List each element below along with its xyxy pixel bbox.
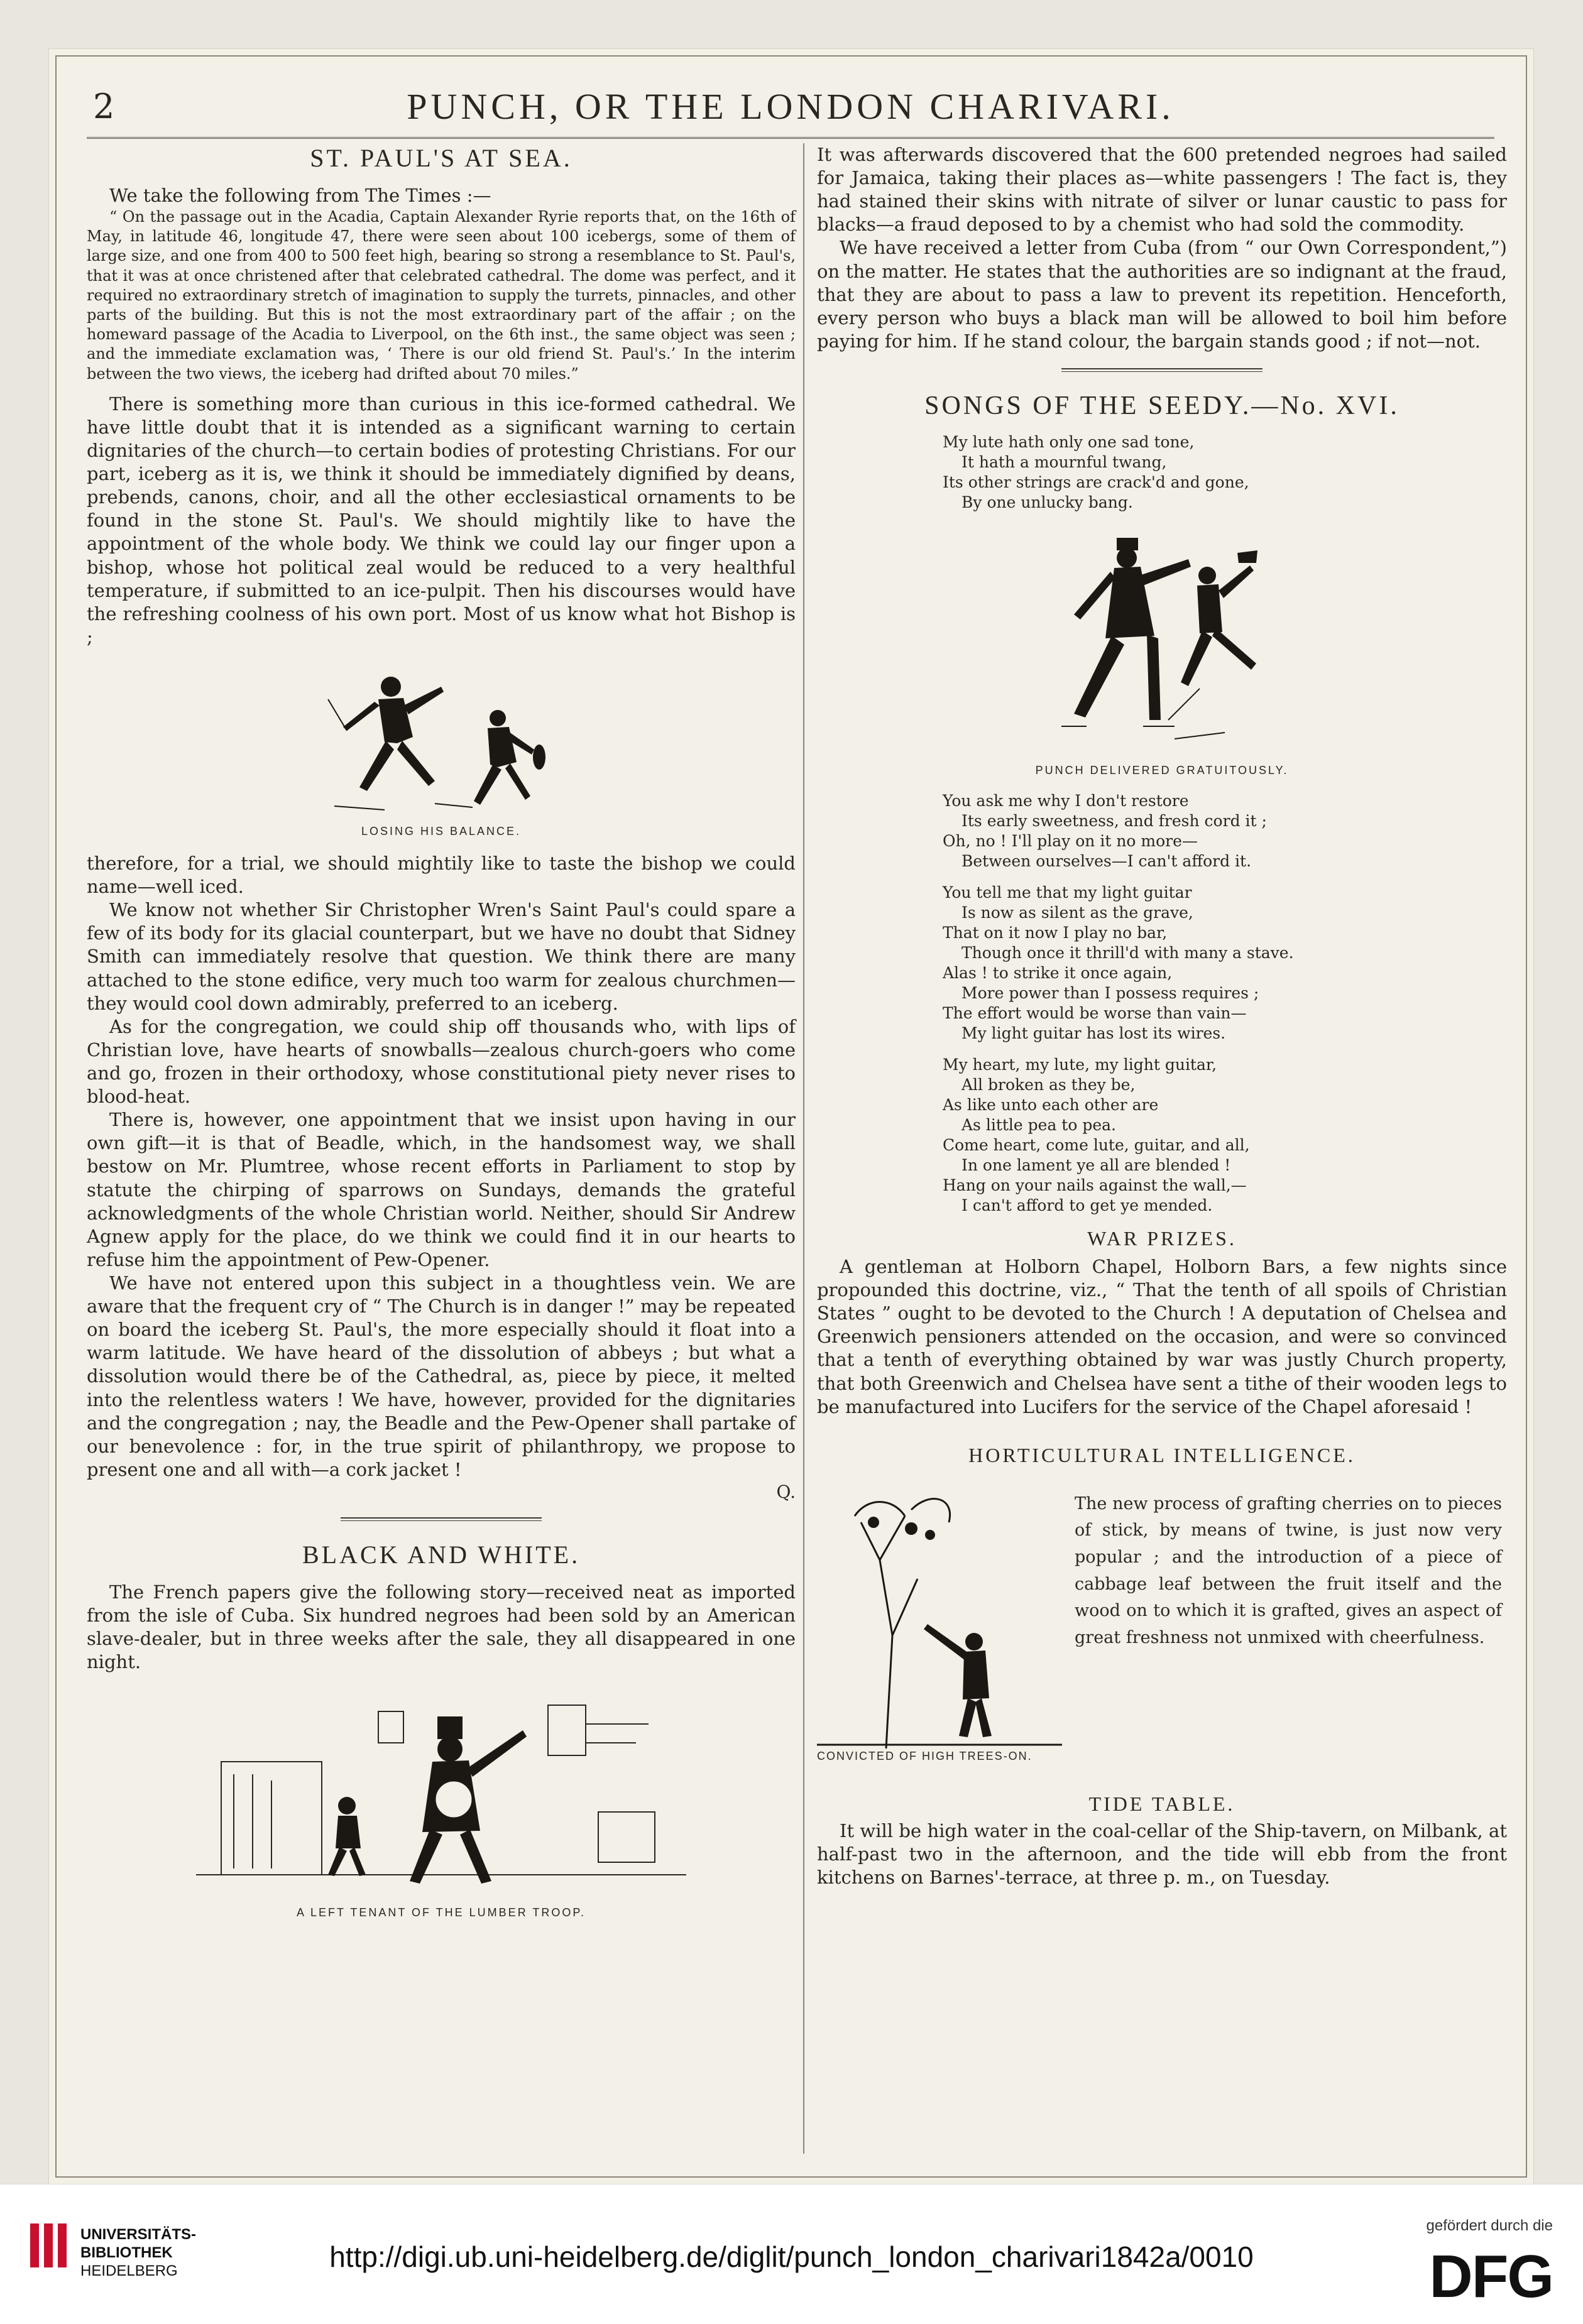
left-column bbox=[87, 143, 796, 1933]
poem-line: Oh, no ! I'll play on it no more— bbox=[943, 831, 1198, 850]
right-column bbox=[817, 143, 1507, 1889]
column-divider bbox=[803, 143, 804, 2154]
tree-grafting-caption: CONVICTED OF HIGH TREES-ON. bbox=[817, 1749, 1033, 1762]
st-pauls-paragraph-3: We know not whether Sir Christopher Wren's Saint Paul's could spare a few of its body for its glacial counterpart, but we have no doubt that Sidney Smith can immediately resolve that question. We think there are many attached to the stone edifice, very much too warm for zealous churchmen—they would cool down admirably, preferred to an iceberg. bbox=[87, 899, 796, 1014]
poem-line: As like unto each other are bbox=[943, 1095, 1159, 1114]
section-rule bbox=[1061, 368, 1263, 372]
poem-line: Between ourselves—I can't afford it. bbox=[961, 851, 1252, 870]
black-white-paragraph-1: The French papers give the following story—received neat as imported from the isle of Cuba. Six hundred negroes had been sold by an American slave-dealer, but in three weeks after the sale, they all disappeared in one night. bbox=[87, 1581, 796, 1673]
poem-line: My light guitar has lost its wires. bbox=[961, 1023, 1226, 1042]
library-name-line-1: UNIVERSITÄTS- bbox=[80, 2226, 197, 2243]
article-title-songs: SONGS OF THE SEEDY.—No. XVI. bbox=[924, 391, 1400, 420]
black-white-paragraph-2: It was afterwards discovered that the 600 pretended negroes had sailed for Jamaica, taking their places as—white passengers ! The fact is, they had stained their skins with nitrate of silver or lunar caustic to pass for blacks—a fraud deposed to by a chemist who had sold the commodity. bbox=[817, 144, 1507, 236]
poem-line: Its early sweetness, and fresh cord it ; bbox=[961, 811, 1267, 830]
digitization-footer bbox=[0, 2184, 1583, 2324]
article-title-war-prizes: WAR PRIZES. bbox=[1087, 1226, 1237, 1250]
st-pauls-paragraph-2: therefore, for a trial, we should mightily like to taste the bishop we could name—well iced. bbox=[87, 853, 796, 898]
black-white-paragraph-3: We have received a letter from Cuba (from “ our Own Correspondent,”) on the matter. He states that the authorities are so indignant at the fraud, that they are about to pass a law to prevent its repetition. Henceforth, every person who buys a black man will be allowed to boil him before paying for him. If he stand colour, the bargain stands good ; if not—not. bbox=[817, 237, 1507, 352]
lumber-troop-illustration bbox=[196, 1686, 686, 1900]
poem-line: Though once it thrill'd with many a stave. bbox=[961, 943, 1294, 962]
poem-line: My heart, my lute, my light guitar, bbox=[943, 1055, 1217, 1074]
poem-line: Alas ! to strike it once again, bbox=[943, 963, 1173, 982]
article-title-black-white: BLACK AND WHITE. bbox=[302, 1540, 581, 1569]
st-pauls-paragraph-1: There is something more than curious in this ice-formed cathedral. We have little doubt that it is intended as a significant warning to certain dignitaries of the church—to certain bodies of protesting Christians. For our part, iceberg as it is, we think it should be immediately dignified by deans, prebends, canons, choir, and all the other ecclesiastical ornaments to be found in the stone St. Paul's. We should mightily like to have the appointment of the whole body. We think we could lay our finger upon a bishop, whose hot political zeal would be reduced to a very healthful temperature, if submitted to an ice-pulpit. Then his discourses would have the refreshing coolness of his own port. Most of us know what hot Bishop is ; bbox=[87, 393, 796, 648]
poem-line: The effort would be worse than vain— bbox=[943, 1003, 1247, 1022]
poem-line: More power than I possess requires ; bbox=[961, 983, 1259, 1002]
losing-balance-caption: LOSING HIS BALANCE. bbox=[361, 825, 522, 837]
st-pauls-paragraph-4: As for the congregation, we could ship off thousands who, with lips of Christian love, have hearts of snowballs—zealous church-goers who come and go, frozen in their orthodoxy, whose constitutional piety never rises to blood-heat. bbox=[87, 1015, 796, 1108]
war-prizes-paragraph: A gentleman at Holborn Chapel, Holborn Bars, a few nights since propounded this doctrine, viz., “ That the tenth of all spoils of Christian States ” ought to be devoted to the Church ! A deputation of Chelsea and Greenwich pensioners attended on the occasion, and were so convinced that a tenth of everything obtained by war was justly Church property, that both Greenwich and Chelsea have sent a tithe of their wooden legs to be manufactured into Lucifers for the service of the Chapel aforesaid ! bbox=[817, 1255, 1507, 1417]
poem-line: Is now as silent as the grave, bbox=[961, 903, 1193, 922]
poem-line: You ask me why I don't restore bbox=[943, 791, 1189, 810]
running-title: PUNCH, OR THE LONDON CHARIVARI. bbox=[407, 86, 1175, 127]
poem-line: My lute hath only one sad tone, bbox=[943, 432, 1195, 451]
poem-line: It hath a mournful twang, bbox=[961, 452, 1167, 471]
songs-stanza-2 bbox=[943, 791, 1507, 871]
article-title-st-pauls: ST. PAUL'S AT SEA. bbox=[310, 144, 572, 172]
poem-line: As little pea to pea. bbox=[961, 1115, 1116, 1134]
songs-stanza-4 bbox=[943, 1055, 1507, 1216]
poem-line: Its other strings are crack'd and gone, bbox=[943, 472, 1249, 491]
punch-delivered-illustration bbox=[1024, 525, 1300, 758]
poem-line: By one unlucky bang. bbox=[961, 493, 1133, 511]
st-pauls-paragraph-5: There is, however, one appointment that we insist upon having in our own gift—it is that of Beadle, which, in the handsomest way, we shall bestow on Mr. Plumtree, whose recent efforts in Parliament to stop by statute the chirping of sparrows on Sundays, demands the grateful acknowledgments of the whole Christian world. Neither, should Sir Andrew Agnew apply for the place, do we think we could find it in our hearts to refuse him the appointment of Pew-Opener. bbox=[87, 1109, 796, 1270]
poem-line: In one lament ye all are blended ! bbox=[961, 1155, 1231, 1174]
punch-delivered-caption: PUNCH DELIVERED GRATUITOUSLY. bbox=[1035, 763, 1289, 777]
funded-by-label: gefördert durch die bbox=[1426, 2217, 1553, 2234]
st-pauls-paragraph-6: We have not entered upon this subject in a thoughtless vein. We are aware that the frequent cry of “ The Church is in danger !” may be repeated on board the iceberg St. Paul's, the more especially should it float into a warm latitude. We have heard of the dissolution of abbeys ; but what a dissolution would there be of the Cathedral, as, piece by piece, it melted into the relentless waters ! We have, however, provided for the dignitaries and the congregation ; nay, the Beadle and the Pew-Opener shall partake of our benevolence : for, in the true spirit of philanthropy, we propose to present one and all with—a cork jacket ! bbox=[87, 1272, 796, 1480]
poem-line: All broken as they be, bbox=[961, 1075, 1136, 1094]
poem-line: You tell me that my light guitar bbox=[943, 883, 1192, 902]
horticultural-paragraph: The new process of grafting cherries on to pieces of stick, by means of twine, is just now very popular ; and the introduction of a piece of cabbage leaf between the fruit itself and the wood on to which it is grafted, gives an aspect of great freshness not unmixed with cheerfulness. bbox=[1075, 1493, 1502, 1648]
losing-balance-illustration bbox=[309, 662, 573, 819]
poem-line: I can't afford to get ye mended. bbox=[961, 1196, 1213, 1214]
tree-grafting-illustration bbox=[817, 1485, 1062, 1748]
dfg-logo: DFG bbox=[1429, 2243, 1553, 2310]
lumber-troop-caption: A LEFT TENANT OF THE LUMBER TROOP. bbox=[296, 1906, 586, 1919]
songs-stanza-1 bbox=[943, 432, 1507, 513]
st-pauls-quote: “ On the passage out in the Acadia, Captain Alexander Ryrie reports that, on the 16th of May, in latitude 46, longitude 47, there were seen about 100 icebergs, some of them of large size, and one from 400 to 500 feet high, bearing so strong a resemblance to St. Paul's, that it was at once christened after that celebrated cathedral. The dome was perfect, and it required no extraordinary stretch of imagination to supply the turrets, pinnacles, and other parts of the building. But this is not the most extraordinary part of the affair ; on the homeward passage of the Acadia to Liverpool, on the 6th inst., the same object was seen ; and the immediate exclamation was, ‘ There is our old friend St. Paul's.’ In the interim between the two views, the iceberg had drifted about 70 miles.” bbox=[87, 208, 796, 383]
newspaper-page bbox=[49, 49, 1533, 2184]
library-name-line-2: BIBLIOTHEK bbox=[80, 2244, 173, 2261]
article-title-horticultural: HORTICULTURAL INTELLIGENCE. bbox=[968, 1443, 1356, 1466]
st-pauls-signature: Q. bbox=[776, 1481, 796, 1502]
st-pauls-intro: We take the following from The Times :— bbox=[109, 185, 491, 206]
library-name-line-3: HEIDELBERG bbox=[80, 2262, 178, 2279]
horticultural-block bbox=[817, 1478, 1507, 1792]
poem-line: Hang on your nails against the wall,— bbox=[943, 1176, 1247, 1194]
poem-line: That on it now I play no bar, bbox=[943, 923, 1168, 942]
article-title-tide-table: TIDE TABLE. bbox=[1088, 1792, 1235, 1815]
page-number: 2 bbox=[93, 87, 115, 126]
poem-line: Come heart, come lute, guitar, and all, bbox=[943, 1135, 1250, 1154]
section-rule bbox=[341, 1517, 542, 1521]
songs-stanza-3 bbox=[943, 883, 1507, 1044]
digitization-url-link[interactable]: http://digi.ub.uni-heidelberg.de/diglit/punch_london_charivari1842a/0010 bbox=[329, 2240, 1254, 2273]
tide-table-paragraph: It will be high water in the coal-cellar of the Ship-tavern, on Milbank, at half-past two in the afternoon, and the tide will ebb from the front kitchens on Barnes'-terrace, at three p. m., on Tuesday. bbox=[817, 1819, 1507, 1888]
page-header bbox=[87, 80, 1494, 139]
